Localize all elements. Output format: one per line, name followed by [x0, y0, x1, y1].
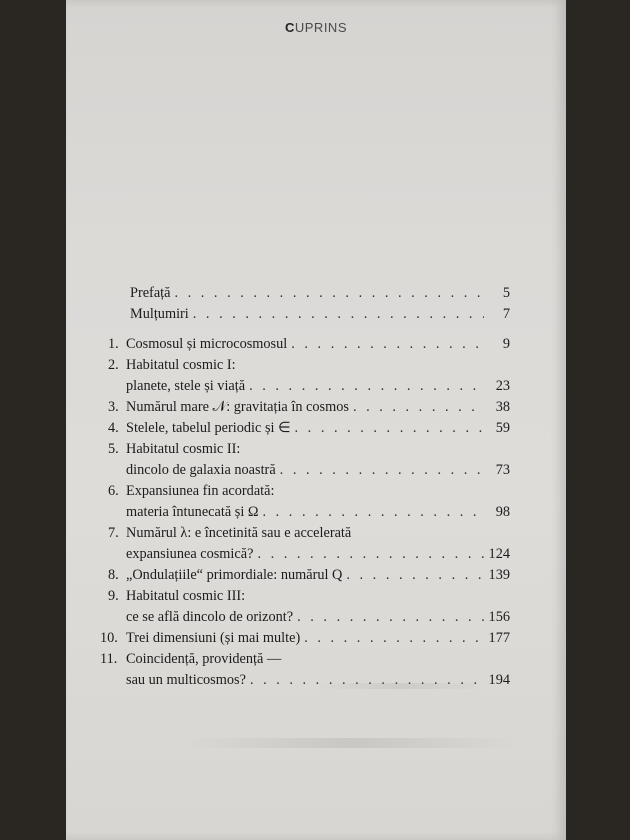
toc-page-number: 124	[488, 546, 510, 562]
leader-dots	[174, 283, 484, 304]
toc-page-number: 177	[488, 630, 510, 646]
leader-dots	[280, 460, 484, 481]
toc-page-number: 156	[488, 609, 510, 625]
toc-title-cont: dincolo de galaxia noastră	[126, 462, 276, 478]
chapter-number: 9.	[108, 588, 119, 604]
toc-page-number: 73	[495, 462, 510, 478]
toc-entry-chapter-5	[108, 439, 510, 460]
toc-title-cont: sau un multicosmos?	[126, 672, 246, 688]
toc-page-number: 7	[502, 306, 510, 322]
leader-dots	[346, 565, 484, 586]
toc-entry-chapter-6-cont	[108, 502, 510, 523]
toc-entry-chapter-7	[108, 523, 510, 544]
chapter-number: 1.	[108, 336, 119, 352]
chapter-number: 5.	[108, 441, 119, 457]
chapter-number: 7.	[108, 525, 119, 541]
leader-dots	[257, 544, 484, 565]
leader-dots	[297, 607, 484, 628]
table-of-contents	[100, 283, 510, 691]
leader-dots	[353, 397, 484, 418]
page-heading	[66, 20, 566, 35]
toc-title: Habitatul cosmic II:	[126, 441, 241, 457]
toc-page-number: 59	[495, 420, 510, 436]
toc-title: Coincidență, providență —	[126, 651, 282, 667]
heading-rest: UPRINS	[294, 20, 347, 35]
toc-entry-chapter-3	[108, 397, 510, 418]
toc-title: „Ondulațiile“ primordiale: numărul Q	[126, 567, 343, 583]
toc-page-number: 5	[502, 285, 510, 301]
chapter-number: 2.	[108, 357, 119, 373]
leader-dots	[263, 502, 485, 523]
show-through-text	[186, 738, 516, 748]
toc-page-number: 98	[495, 504, 510, 520]
toc-page-number: 139	[488, 567, 510, 583]
toc-entry-chapter-5-cont	[108, 460, 510, 481]
toc-title-cont: expansiunea cosmică?	[126, 546, 254, 562]
toc-title: Mulțumiri	[130, 306, 189, 322]
toc-entry-chapter-1	[108, 334, 510, 355]
toc-title: Numărul λ: e încetinită sau e accelerată	[126, 525, 352, 541]
leader-dots	[291, 334, 484, 355]
toc-title: Habitatul cosmic III:	[126, 588, 246, 604]
toc-page-number: 9	[502, 336, 510, 352]
toc-entry-chapter-2-cont	[108, 376, 510, 397]
toc-title-cont: planete, stele și viață	[126, 378, 246, 394]
heading-initial: C	[284, 20, 295, 35]
chapter-number: 8.	[108, 567, 119, 583]
toc-title-cont: materia întunecată și Ω	[126, 504, 259, 520]
toc-title: Habitatul cosmic I:	[126, 357, 236, 373]
toc-entry-chapter-8	[108, 565, 510, 586]
toc-page-number: 194	[488, 672, 510, 688]
toc-title-cont: ce se află dincolo de orizont?	[126, 609, 294, 625]
leader-dots	[193, 304, 484, 325]
toc-title: Prefață	[130, 285, 171, 301]
toc-page-number: 23	[495, 378, 510, 394]
toc-entry-chapter-2	[108, 355, 510, 376]
chapter-number: 6.	[108, 483, 119, 499]
toc-entry-preface	[108, 283, 510, 304]
leader-dots	[295, 418, 484, 439]
toc-entry-chapter-7-cont	[108, 544, 510, 565]
toc-entry-chapter-6	[108, 481, 510, 502]
toc-entry-chapter-9-cont	[108, 607, 510, 628]
chapter-number: 11.	[100, 651, 118, 667]
leader-dots	[304, 628, 484, 649]
chapter-number: 10.	[100, 630, 118, 646]
toc-entry-chapter-4	[108, 418, 510, 439]
toc-title: Cosmosul și microcosmosul	[126, 336, 288, 352]
show-through-text	[316, 683, 486, 689]
chapter-number: 4.	[108, 420, 119, 436]
toc-entry-chapter-11	[100, 649, 510, 670]
book-page	[66, 0, 566, 840]
toc-entry-chapter-9	[108, 586, 510, 607]
toc-entry-acknowledgements	[108, 304, 510, 325]
toc-title: Numărul mare 𝒩: gravitația în cosmos	[126, 399, 349, 415]
toc-title: Stelele, tabelul periodic și ∈	[126, 420, 291, 436]
toc-page-number: 38	[495, 399, 510, 415]
toc-entry-chapter-10	[100, 628, 510, 649]
leader-dots	[249, 376, 484, 397]
toc-title: Expansiunea fin acordată:	[126, 483, 275, 499]
chapter-number: 3.	[108, 399, 119, 415]
toc-title: Trei dimensiuni (și mai multe)	[126, 630, 301, 646]
